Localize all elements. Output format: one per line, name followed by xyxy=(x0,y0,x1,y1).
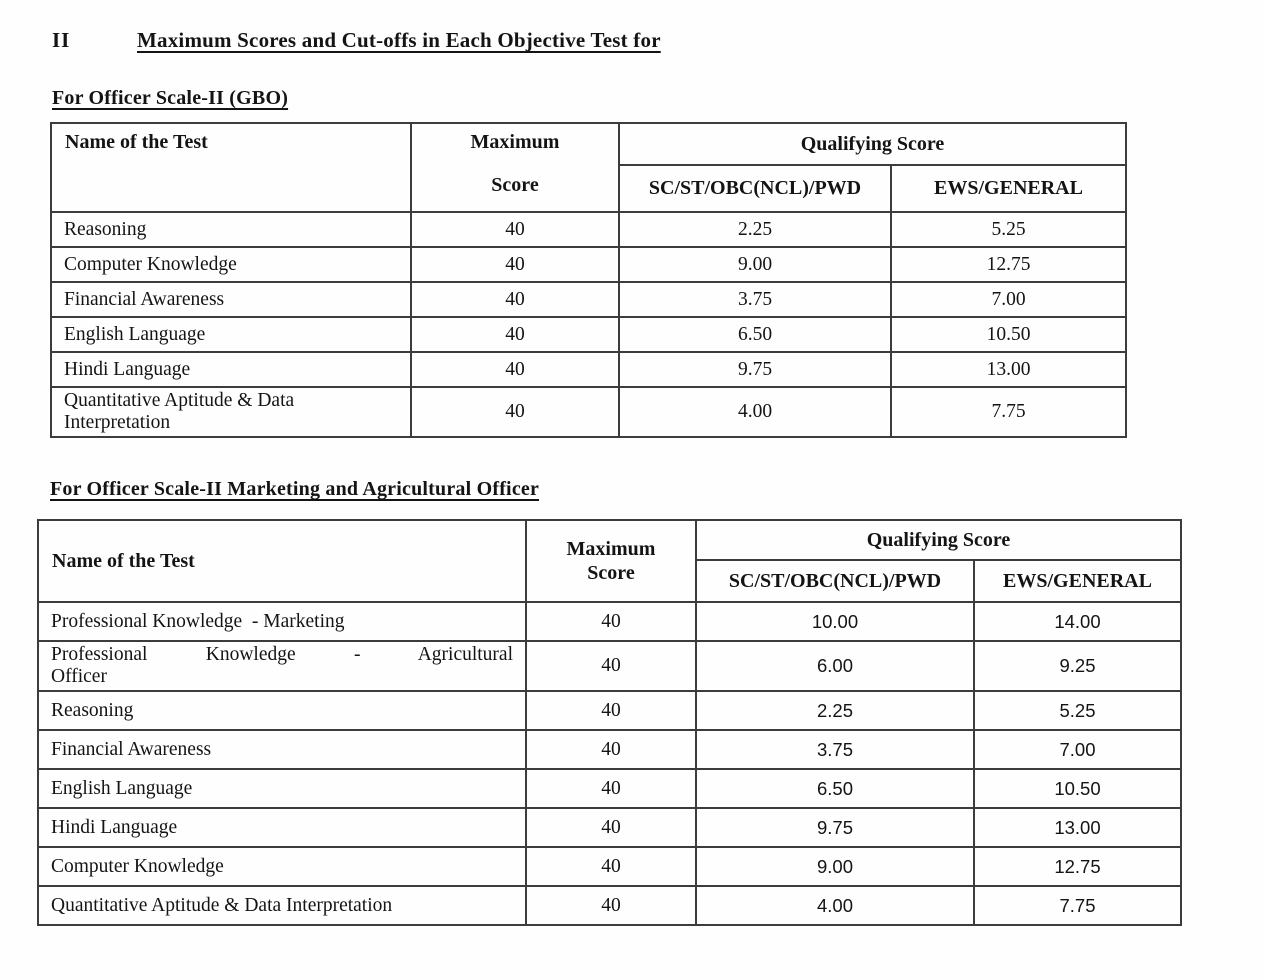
cell-qualifying-ews-general: 12.75 xyxy=(974,847,1181,886)
cell-qualifying-ews-general: 10.50 xyxy=(891,317,1126,352)
gbo-cutoff-table xyxy=(50,122,1127,438)
cell-qualifying-sc-st-obc-pwd: 4.00 xyxy=(696,886,974,925)
cell-qualifying-sc-st-obc-pwd: 2.25 xyxy=(619,212,891,247)
cell-test-name: Reasoning xyxy=(38,691,526,730)
cell-qualifying-ews-general: 10.50 xyxy=(974,769,1181,808)
cell-qualifying-ews-general: 5.25 xyxy=(974,691,1181,730)
column-header-test-name: Name of the Test xyxy=(38,520,526,602)
cell-maximum-score: 40 xyxy=(526,886,696,925)
table-row xyxy=(51,352,1126,387)
column-header-ews-general: EWS/GENERAL xyxy=(974,560,1181,602)
cell-maximum-score: 40 xyxy=(411,387,619,437)
column-header-qualifying-score: Qualifying Score xyxy=(696,520,1181,560)
test-name-line: Professional Knowledge - Agricultural xyxy=(51,644,513,665)
table-row xyxy=(51,247,1126,282)
cell-maximum-score: 40 xyxy=(526,847,696,886)
cell-qualifying-sc-st-obc-pwd: 3.75 xyxy=(696,730,974,769)
cell-qualifying-ews-general: 13.00 xyxy=(974,808,1181,847)
maximum-score-line1: Maximum xyxy=(470,131,560,153)
cell-qualifying-sc-st-obc-pwd: 9.00 xyxy=(696,847,974,886)
cell-maximum-score: 40 xyxy=(411,212,619,247)
cell-qualifying-sc-st-obc-pwd: 6.00 xyxy=(696,641,974,691)
cell-test-name: English Language xyxy=(38,769,526,808)
column-header-sc-st-obc-pwd: SC/ST/OBC(NCL)/PWD xyxy=(619,165,891,212)
cell-maximum-score: 40 xyxy=(526,641,696,691)
cell-test-name: Reasoning xyxy=(51,212,411,247)
table2-header xyxy=(38,520,1181,602)
cell-qualifying-ews-general: 7.75 xyxy=(891,387,1126,437)
cell-test-name: Computer Knowledge xyxy=(51,247,411,282)
cell-test-name: Hindi Language xyxy=(51,352,411,387)
cell-maximum-score: 40 xyxy=(526,730,696,769)
test-name-line: Interpretation xyxy=(64,412,171,433)
table-row xyxy=(51,282,1126,317)
section-number: II xyxy=(52,28,71,52)
table1-body xyxy=(51,212,1126,437)
table-row xyxy=(38,691,1181,730)
maximum-score-line2: Score xyxy=(587,561,635,584)
table-row xyxy=(38,769,1181,808)
table-row xyxy=(51,212,1126,247)
cell-qualifying-sc-st-obc-pwd: 2.25 xyxy=(696,691,974,730)
column-header-maximum-score xyxy=(411,123,619,212)
document-page xyxy=(0,28,1264,980)
cell-test-name: Computer Knowledge xyxy=(38,847,526,886)
table-row xyxy=(38,808,1181,847)
table-row xyxy=(51,317,1126,352)
cell-qualifying-ews-general: 7.00 xyxy=(974,730,1181,769)
cell-test-name: Financial Awareness xyxy=(38,730,526,769)
section-title: Maximum Scores and Cut-offs in Each Objective Test for xyxy=(137,28,661,52)
table2-title: For Officer Scale-II Marketing and Agricultural Officer xyxy=(50,478,540,500)
cell-qualifying-sc-st-obc-pwd: 6.50 xyxy=(619,317,891,352)
cell-qualifying-ews-general: 14.00 xyxy=(974,602,1181,641)
table2-body xyxy=(38,602,1181,925)
test-name-line: Quantitative Aptitude & Data xyxy=(64,390,295,411)
column-header-ews-general: EWS/GENERAL xyxy=(891,165,1126,212)
section-heading xyxy=(52,28,1264,53)
table-row xyxy=(38,886,1181,925)
cell-qualifying-sc-st-obc-pwd: 6.50 xyxy=(696,769,974,808)
cell-maximum-score: 40 xyxy=(526,769,696,808)
cell-qualifying-sc-st-obc-pwd: 3.75 xyxy=(619,282,891,317)
column-header-maximum-score xyxy=(526,520,696,602)
cell-maximum-score: 40 xyxy=(411,317,619,352)
cell-maximum-score: 40 xyxy=(411,352,619,387)
maximum-score-line2: Score xyxy=(491,174,539,196)
table-row xyxy=(51,387,1126,437)
table-row xyxy=(38,602,1181,641)
cell-maximum-score: 40 xyxy=(526,808,696,847)
cell-test-name xyxy=(51,387,411,437)
column-header-qualifying-score: Qualifying Score xyxy=(619,123,1126,165)
cell-qualifying-ews-general: 7.00 xyxy=(891,282,1126,317)
cell-qualifying-sc-st-obc-pwd: 10.00 xyxy=(696,602,974,641)
column-header-sc-st-obc-pwd: SC/ST/OBC(NCL)/PWD xyxy=(696,560,974,602)
cell-test-name: Financial Awareness xyxy=(51,282,411,317)
cell-maximum-score: 40 xyxy=(526,691,696,730)
cell-test-name: Hindi Language xyxy=(38,808,526,847)
cell-test-name xyxy=(38,641,526,691)
cell-qualifying-sc-st-obc-pwd: 9.00 xyxy=(619,247,891,282)
cell-qualifying-sc-st-obc-pwd: 4.00 xyxy=(619,387,891,437)
cell-qualifying-sc-st-obc-pwd: 9.75 xyxy=(619,352,891,387)
cell-qualifying-sc-st-obc-pwd: 9.75 xyxy=(696,808,974,847)
cell-maximum-score: 40 xyxy=(411,282,619,317)
cell-maximum-score: 40 xyxy=(411,247,619,282)
table1-title: For Officer Scale-II (GBO) xyxy=(52,87,289,109)
cell-test-name: Professional Knowledge - Marketing xyxy=(38,602,526,641)
cell-qualifying-ews-general: 7.75 xyxy=(974,886,1181,925)
cell-maximum-score: 40 xyxy=(526,602,696,641)
column-header-test-name: Name of the Test xyxy=(51,123,411,212)
table-row xyxy=(38,641,1181,691)
table-row xyxy=(38,730,1181,769)
cell-qualifying-ews-general: 5.25 xyxy=(891,212,1126,247)
marketing-agri-cutoff-table xyxy=(37,519,1182,926)
cell-test-name: English Language xyxy=(51,317,411,352)
cell-qualifying-ews-general: 13.00 xyxy=(891,352,1126,387)
cell-qualifying-ews-general: 9.25 xyxy=(974,641,1181,691)
cell-test-name: Quantitative Aptitude & Data Interpretation xyxy=(38,886,526,925)
table-row xyxy=(38,847,1181,886)
table1-header xyxy=(51,123,1126,212)
cell-qualifying-ews-general: 12.75 xyxy=(891,247,1126,282)
maximum-score-line1: Maximum xyxy=(566,537,656,560)
test-name-line: Officer xyxy=(51,666,107,687)
